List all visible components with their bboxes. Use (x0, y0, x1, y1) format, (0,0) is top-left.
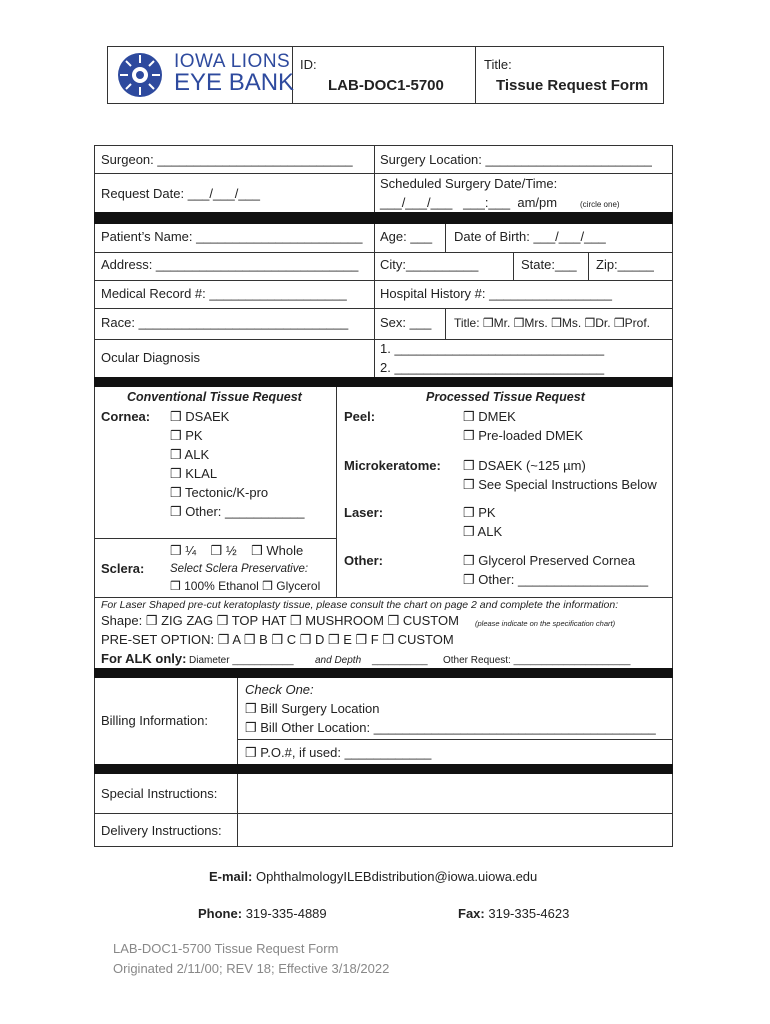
bill-surgery-location-option[interactable]: ❒ Bill Surgery Location (245, 701, 380, 716)
title-value: Tissue Request Form (496, 77, 649, 94)
section-divider (94, 212, 673, 224)
special-instructions-input[interactable] (238, 775, 672, 812)
circle-one-note: (circle one) (580, 200, 620, 209)
logo-line2: EYE BANK (174, 69, 295, 96)
title-label: Title: (484, 57, 512, 72)
fax-label: Fax: (458, 906, 485, 921)
email-label: E-mail: (209, 869, 253, 884)
laser-note: For Laser Shaped pre-cut keratoplasty tissue, please consult the chart on page 2 and complete the information: (101, 599, 619, 611)
alk-label: For ALK only: (101, 651, 187, 666)
address-field[interactable]: Address: ____________________________ (101, 257, 359, 272)
medical-record-field[interactable]: Medical Record #: ___________________ (101, 286, 347, 301)
request-date-field[interactable]: Request Date: ___/___/___ (101, 186, 261, 201)
billing-label: Billing Information: (101, 713, 208, 728)
cornea-option-dsaek[interactable]: ❒ DSAEK (170, 409, 230, 424)
micro-option-dsaek[interactable]: ❒ DSAEK (~125 µm) (463, 458, 586, 473)
delivery-instructions-input[interactable] (238, 814, 672, 846)
phone-line (198, 906, 327, 922)
peel-option-preloaded[interactable]: ❒ Pre-loaded DMEK (463, 428, 584, 443)
race-field[interactable]: Race: _____________________________ (101, 315, 349, 330)
section-divider (94, 377, 673, 387)
sclera-label: Sclera: (101, 561, 145, 576)
laser-label: Laser: (344, 505, 384, 520)
alk-and-depth-label: and Depth (315, 655, 362, 666)
cornea-option-pk[interactable]: ❒ PK (170, 428, 203, 443)
phone-value: 319-335-4889 (245, 906, 327, 921)
special-instructions-label: Special Instructions: (101, 786, 218, 801)
diagnosis-1-field[interactable]: 1. _____________________________ (380, 341, 605, 356)
sex-field[interactable]: Sex: ___ (380, 315, 432, 330)
alk-other-request-field[interactable]: Other Request: _____________________ (443, 655, 631, 666)
alk-depth-field[interactable]: __________ (372, 655, 428, 666)
sclera-size-options[interactable]: ❒ ¼ ❒ ½ ❒ Whole (170, 543, 304, 558)
po-number-field[interactable]: ❒ P.O.#, if used: ____________ (245, 745, 432, 760)
shape-options[interactable]: Shape: ❒ ZIG ZAG ❒ TOP HAT ❒ MUSHROOM ❒ CUSTOM (101, 613, 459, 628)
other-label: Other: (344, 553, 383, 568)
ocular-diagnosis-label: Ocular Diagnosis (101, 350, 200, 365)
processed-heading: Processed Tissue Request (426, 390, 585, 404)
id-value: LAB-DOC1-5700 (328, 77, 444, 94)
id-label: ID: (300, 57, 317, 72)
peel-option-dmek[interactable]: ❒ DMEK (463, 409, 516, 424)
microkeratome-label: Microkeratome: (344, 458, 441, 473)
fax-value: 319-335-4623 (488, 906, 570, 921)
cornea-option-alk[interactable]: ❒ ALK (170, 447, 210, 462)
fax-line (458, 906, 569, 922)
section-divider (94, 668, 673, 678)
surgeon-field[interactable]: Surgeon: ___________________________ (101, 152, 353, 167)
patient-name-field[interactable]: Patient’s Name: _______________________ (101, 229, 363, 244)
eye-bank-logo (112, 49, 295, 101)
conventional-heading: Conventional Tissue Request (127, 390, 302, 404)
laser-option-alk[interactable]: ❒ ALK (463, 524, 503, 539)
alk-diameter-field[interactable]: Diameter ___________ (189, 655, 294, 666)
eye-logo-icon (112, 49, 168, 101)
logo-line1: IOWA LIONS (174, 51, 291, 72)
delivery-instructions-label: Delivery Instructions: (101, 823, 222, 838)
bill-other-location-option[interactable]: ❒ Bill Other Location: _______________________________________ (245, 720, 656, 735)
footer-doc-title: LAB-DOC1-5700 Tissue Request Form (113, 941, 339, 956)
hospital-history-field[interactable]: Hospital History #: _________________ (380, 286, 613, 301)
title-options[interactable]: Title: ❒Mr. ❒Mrs. ❒Ms. ❒Dr. ❒Prof. (454, 316, 651, 330)
peel-label: Peel: (344, 409, 376, 424)
age-field[interactable]: Age: ___ (380, 229, 433, 244)
laser-option-pk[interactable]: ❒ PK (463, 505, 496, 520)
other-option-glycerol[interactable]: ❒ Glycerol Preserved Cornea (463, 553, 636, 568)
zip-field[interactable]: Zip:_____ (596, 257, 654, 272)
sclera-preservative-label: Select Sclera Preservative: (170, 563, 309, 575)
shape-note: (please indicate on the specification chart) (475, 619, 616, 628)
dob-field[interactable]: Date of Birth: ___/___/___ (454, 229, 606, 244)
scheduled-label: Scheduled Surgery Date/Time: (380, 176, 558, 191)
footer-revision: Originated 2/11/00; REV 18; Effective 3/18/2022 (113, 961, 390, 976)
sclera-preservative-options[interactable]: ❒ 100% Ethanol ❒ Glycerol (170, 579, 321, 593)
state-field[interactable]: State:___ (521, 257, 577, 272)
surgery-location-field[interactable]: Surgery Location: _______________________ (380, 152, 652, 167)
cornea-option-tectonic[interactable]: ❒ Tectonic/K-pro (170, 485, 269, 500)
other-option-other[interactable]: ❒ Other: __________________ (463, 572, 649, 587)
section-divider (94, 764, 673, 774)
email-line (209, 869, 537, 885)
cornea-option-klal[interactable]: ❒ KLAL (170, 466, 218, 481)
city-field[interactable]: City:__________ (380, 257, 479, 272)
preset-options[interactable]: PRE-SET OPTION: ❒ A ❒ B ❒ C ❒ D ❒ E ❒ F ❒ CUSTOM (101, 632, 454, 647)
cornea-label: Cornea: (101, 409, 151, 424)
diagnosis-2-field[interactable]: 2. _____________________________ (380, 360, 605, 375)
email-value[interactable]: OphthalmologyILEBdistribution@iowa.uiowa.edu (255, 869, 538, 884)
cornea-option-other[interactable]: ❒ Other: ___________ (170, 504, 305, 519)
billing-check-one: Check One: (245, 682, 314, 697)
scheduled-value[interactable]: ___/___/___ ___:___ am/pm (380, 195, 558, 210)
phone-label: Phone: (198, 906, 243, 921)
micro-option-special[interactable]: ❒ See Special Instructions Below (463, 477, 657, 492)
